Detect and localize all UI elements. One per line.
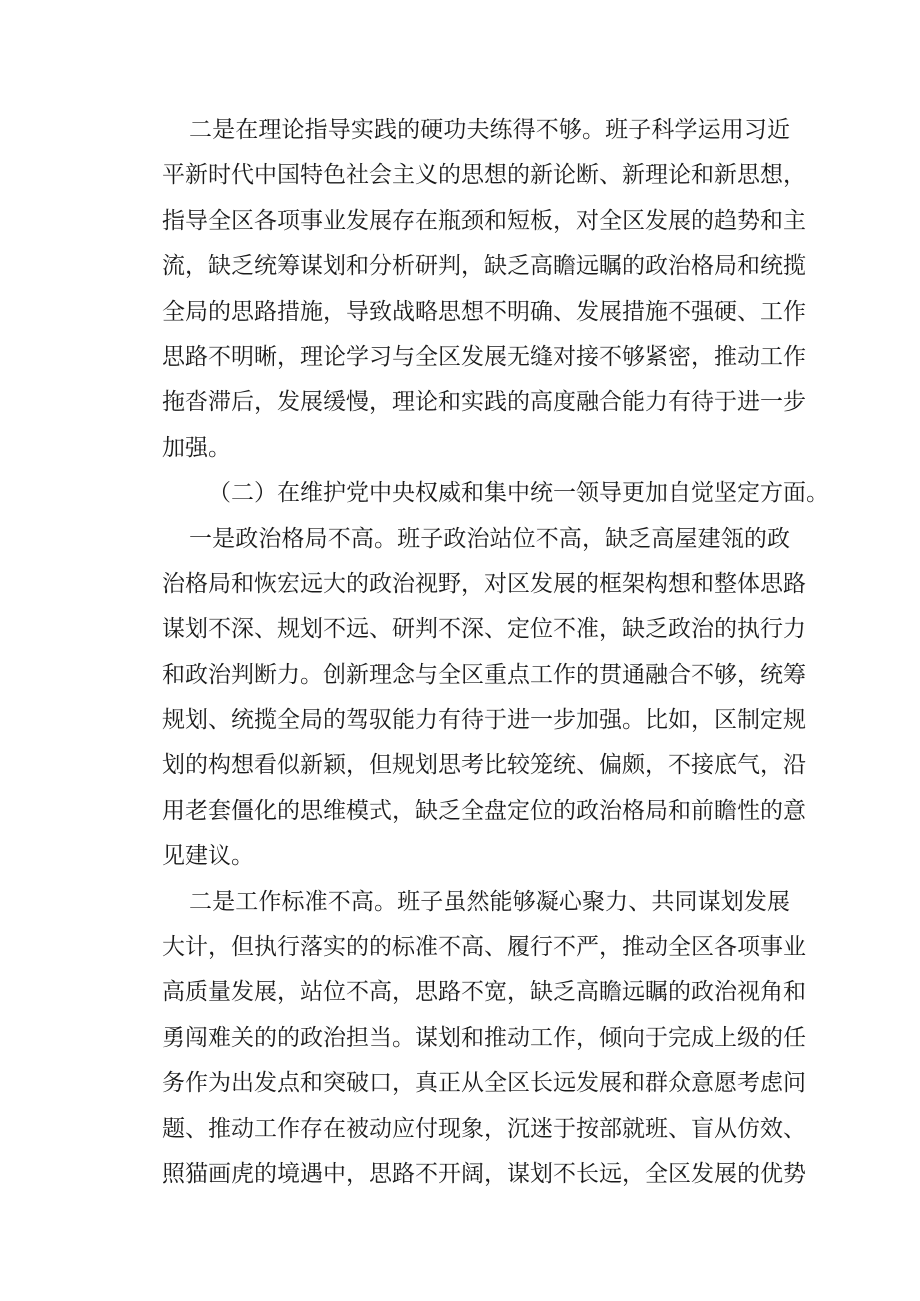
document-body xyxy=(162,108,829,1197)
text-line: 指导全区各项事业发展存在瓶颈和短板，对全区发展的趋势和主 xyxy=(162,207,806,234)
text-line: 勇闯难关的的政治担当。谋划和推动工作，倾向于完成上级的任 xyxy=(162,1024,806,1051)
text-line: 和政治判断力。创新理念与全区重点工作的贯通融合不够，统筹 xyxy=(162,661,806,688)
text-line: 加强。 xyxy=(162,434,231,461)
text-line: 谋划不深、规划不远、研判不深、定位不准，缺乏政治的执行力 xyxy=(162,616,806,643)
text-line: 务作为出发点和突破口，真正从全区长远发展和群众意愿考虑问 xyxy=(162,1070,806,1097)
text-line: 二是在理论指导实践的硬功夫练得不够。班子科学运用习近 xyxy=(189,117,790,143)
section-heading xyxy=(162,471,829,516)
text-line: 二是工作标准不高。班子虽然能够凝心聚力、共同谋划发展 xyxy=(189,888,790,915)
text-line: 思路不明晰，理论学习与全区发展无缝对接不够紧密，推动工作 xyxy=(162,343,806,370)
heading-line: （二）在维护党中央权威和集中统一领导更加自觉坚定方面。 xyxy=(208,480,829,507)
text-line: 照猫画虎的境遇中，思路不开阔，谋划不长远，全区发展的优势 xyxy=(162,1160,806,1187)
text-line: 见建议。 xyxy=(162,843,254,870)
text-line: 规划、统揽全局的驾驭能力有待于进一步加强。比如，区制定规 xyxy=(162,707,806,734)
paragraph-political-pattern xyxy=(162,517,806,880)
text-line: 拖沓滞后，发展缓慢，理论和实践的高度融合能力有待于进一步 xyxy=(162,389,806,416)
text-line: 流，缺乏统筹谋划和分析研判，缺乏高瞻远瞩的政治格局和统揽 xyxy=(162,253,806,280)
paragraph-work-standard xyxy=(162,880,806,1198)
text-line: 用老套僵化的思维模式，缺乏全盘定位的政治格局和前瞻性的意 xyxy=(162,797,806,824)
text-line: 题、推动工作存在被动应付现象，沉迷于按部就班、盲从仿效、 xyxy=(162,1115,806,1142)
text-line: 大计，但执行落实的的标准不高、履行不严，推动全区各项事业 xyxy=(162,934,806,961)
text-line: 高质量发展，站位不高，思路不宽，缺乏高瞻远瞩的政治视角和 xyxy=(162,979,806,1006)
text-line: 一是政治格局不高。班子政治站位不高，缺乏高屋建瓴的政 xyxy=(189,525,790,552)
paragraph-theory-practice xyxy=(162,108,806,471)
text-line: 全局的思路措施，导致战略思想不明确、发展措施不强硬、工作 xyxy=(162,298,806,325)
text-line: 划的构想看似新颖，但规划思考比较笼统、偏颇，不接底气，沿 xyxy=(162,752,806,779)
text-line: 平新时代中国特色社会主义的思想的新论断、新理论和新思想， xyxy=(162,162,806,189)
text-line: 治格局和恢宏远大的政治视野，对区发展的框架构想和整体思路 xyxy=(162,570,806,597)
